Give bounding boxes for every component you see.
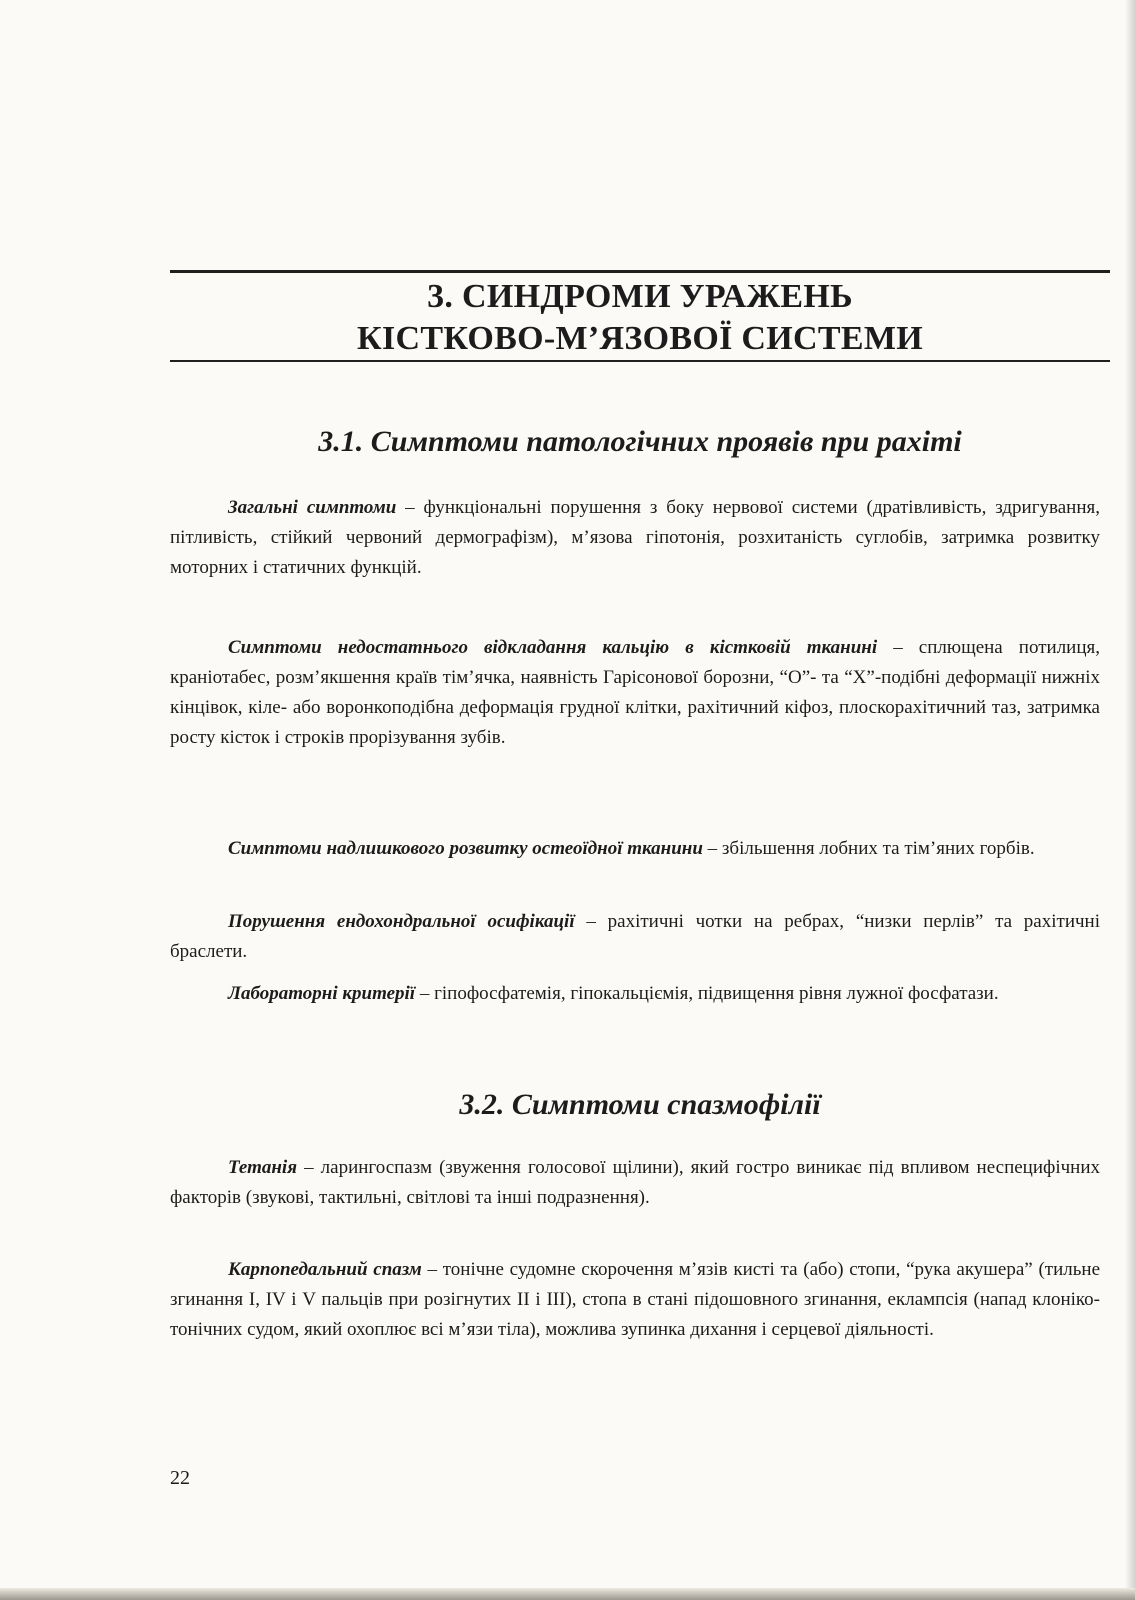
paragraph-osteoid-excess xyxy=(170,834,1100,864)
term-tetany: Тетанія xyxy=(228,1157,297,1178)
paragraph-ossification xyxy=(170,907,1100,967)
paragraph-carpopedal-spasm xyxy=(170,1255,1100,1345)
paragraph-calcium-deficit xyxy=(170,633,1100,753)
chapter-title xyxy=(170,276,1110,360)
section-title-rickets: 3.1. Симптоми патологічних проявів при рахіті xyxy=(318,425,962,458)
chapter-title-line-1: 3. СИНДРОМИ УРАЖЕНЬ xyxy=(427,278,853,315)
term-ossification: Порушення ендохондральної осифікації xyxy=(228,911,575,932)
term-carpopedal-spasm: Карпопедальний спазм xyxy=(228,1259,422,1280)
chapter-bottom-rule xyxy=(170,360,1110,362)
text-lab-criteria: – гіпофосфатемія, гіпокальціємія, підвищення рівня лужної фосфатази. xyxy=(415,983,999,1004)
paragraph-tetany xyxy=(170,1153,1100,1213)
term-calcium-deficit: Симптоми недостатнього відкладання кальцію в кістковій тканині xyxy=(228,637,878,658)
paragraph-lab-criteria xyxy=(170,979,1100,1009)
chapter-title-line-2: КІСТКОВО-М’ЯЗОВОЇ СИСТЕМИ xyxy=(357,320,923,357)
page-number: 22 xyxy=(170,1467,190,1489)
paragraph-general-symptoms xyxy=(170,493,1100,583)
text-carpopedal-spasm: – тонічне судомне скорочення м’язів кисті та (або) стопи, “рука акушера” (тильне згинання I, IV і V пальців при розігнутих II і III), стопа в стані підошовного згинання, еклампсія (напад клоніко-тонічних судом, який охоплює всі м’язи тіла), можлива зупинка дихання і серцевої діяльності. xyxy=(170,1259,1101,1340)
bottom-scan-edge xyxy=(0,1588,1135,1600)
text-tetany: – ларингоспазм (звуження голосової щілини), який гостро виникає під впливом неспецифічних факторів (звукові, тактильні, світлові та інші подразнення). xyxy=(170,1157,1100,1208)
term-general-symptoms: Загальні симптоми xyxy=(228,497,397,518)
term-lab-criteria: Лабораторні критерії xyxy=(228,983,416,1004)
text-calcium-deficit: – сплющена потилиця, краніотабес, розм’якшення країв тім’ячка, наявність Гарісонової борозни, “О”- та “Х”-подібні деформації нижніх кінцівок, кіле- або воронкоподібна деформація грудної клітки, рахітичний кіфоз, плоскорахітичний таз, затримка росту кісток і строків прорізування зубів. xyxy=(170,637,1101,748)
text-general-symptoms: – функціональні порушення з боку нервової системи (дратівливість, здригування, пітливість, стійкий червоний дермографізм), м’язова гіпотонія, розхитаність суглобів, затримка розвитку моторних і статичних функцій. xyxy=(170,497,1100,578)
page-edge-shadow xyxy=(1125,0,1135,1600)
term-osteoid-excess: Симптоми надлишкового розвитку остеоїдної тканини xyxy=(228,838,703,859)
text-osteoid-excess: – збільшення лобних та тім’яних горбів. xyxy=(702,838,1035,859)
section-title-spasmophilia: 3.2. Симптоми спазмофілії xyxy=(459,1088,821,1121)
text-ossification: – рахітичні чотки на ребрах, “низки перлів” та рахітичні браслети. xyxy=(170,911,1100,962)
chapter-top-rule xyxy=(170,270,1110,273)
